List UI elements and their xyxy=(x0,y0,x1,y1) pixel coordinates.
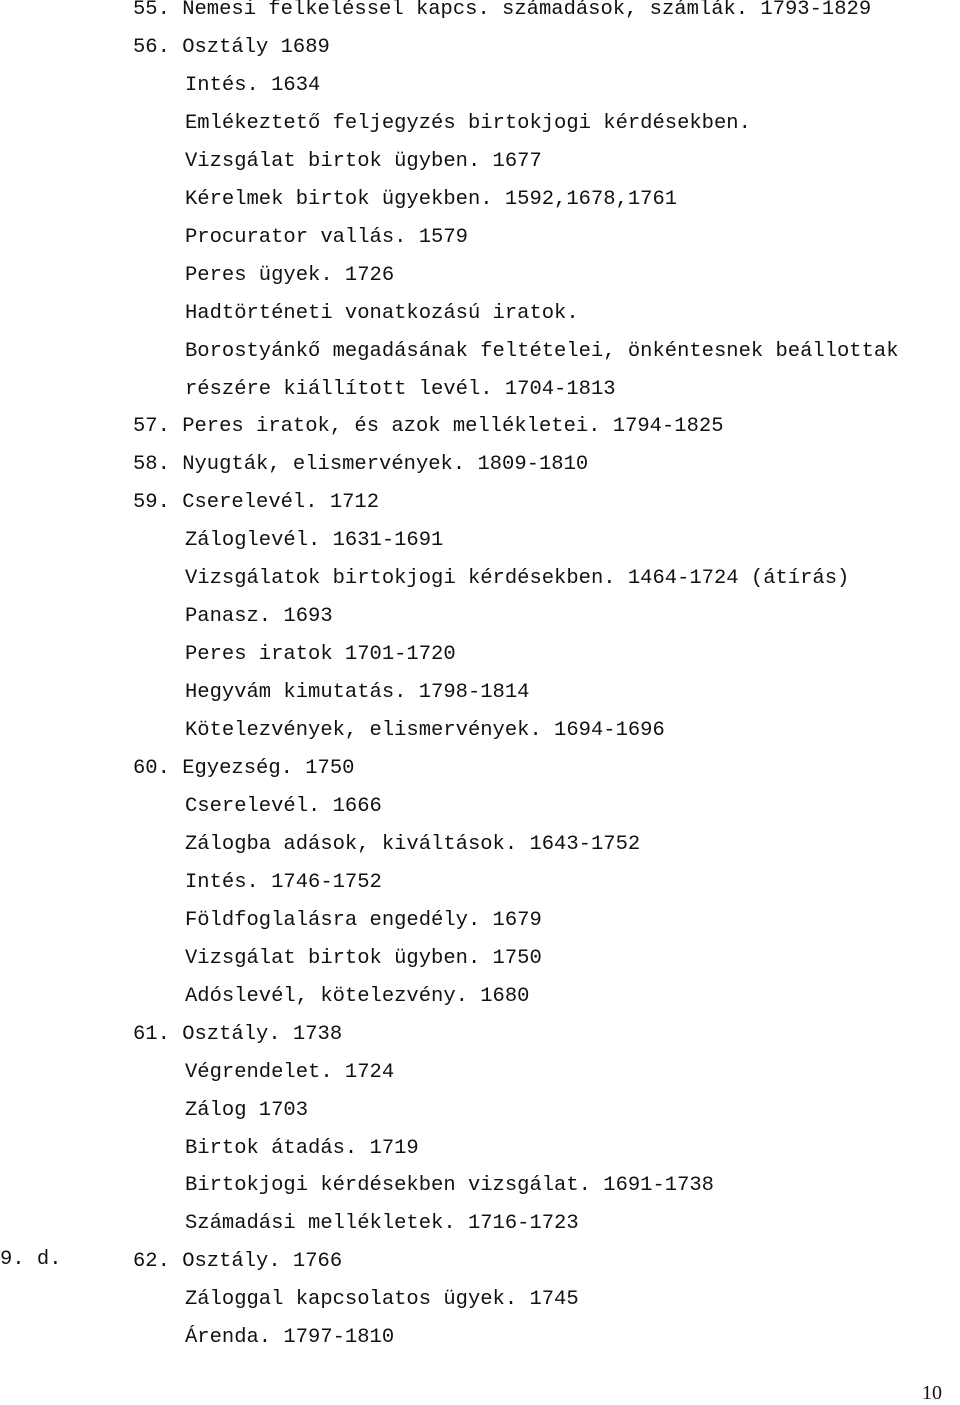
sub-entry: Záloggal kapcsolatos ügyek. 1745 xyxy=(185,1288,579,1311)
sub-entry: Intés. 1746-1752 xyxy=(185,871,382,894)
sub-entry: Hegyvám kimutatás. 1798-1814 xyxy=(185,681,530,704)
sub-entry: Végrendelet. 1724 xyxy=(185,1061,395,1084)
sub-entry: Peres ügyek. 1726 xyxy=(185,264,395,287)
sub-entry: Árenda. 1797-1810 xyxy=(185,1326,395,1349)
sub-entry: Záloglevél. 1631-1691 xyxy=(185,529,444,552)
sub-entry: Emlékeztető feljegyzés birtokjogi kérdésekben. xyxy=(185,112,751,135)
sub-entry: Peres iratok 1701-1720 xyxy=(185,643,456,666)
sub-entry: Cserelevél. 1666 xyxy=(185,795,382,818)
numbered-entry: 62. Osztály. 1766 xyxy=(133,1250,343,1273)
numbered-entry: 59. Cserelevél. 1712 xyxy=(133,491,380,514)
sub-entry: részére kiállított levél. 1704-1813 xyxy=(185,378,616,401)
sub-entry: Számadási mellékletek. 1716-1723 xyxy=(185,1212,579,1235)
sub-entry: Vizsgálat birtok ügyben. 1677 xyxy=(185,150,542,173)
sub-entry: Kérelmek birtok ügyekben. 1592,1678,1761 xyxy=(185,188,678,211)
sub-entry: Adóslevél, kötelezvény. 1680 xyxy=(185,985,530,1008)
sub-entry: Földfoglalásra engedély. 1679 xyxy=(185,909,542,932)
sub-entry: Procurator vallás. 1579 xyxy=(185,226,468,249)
numbered-entry: 58. Nyugták, elismervények. 1809-1810 xyxy=(133,453,589,476)
sub-entry: Zálogba adások, kiváltások. 1643-1752 xyxy=(185,833,641,856)
sub-entry: Intés. 1634 xyxy=(185,74,321,97)
numbered-entry: 56. Osztály 1689 xyxy=(133,36,330,59)
numbered-entry: 55. Nemesi felkeléssel kapcs. számadások, számlák. 1793-1829 xyxy=(133,0,872,21)
numbered-entry: 57. Peres iratok, és azok mellékletei. 1794-1825 xyxy=(133,415,724,438)
sub-entry: Kötelezvények, elismervények. 1694-1696 xyxy=(185,719,665,742)
sub-entry: Panasz. 1693 xyxy=(185,605,333,628)
sub-entry: Vizsgálatok birtokjogi kérdésekben. 1464-1724 (átírás) xyxy=(185,567,850,590)
numbered-entry: 60. Egyezség. 1750 xyxy=(133,757,355,780)
page-number: 10 xyxy=(922,1382,942,1404)
sub-entry: Zálog 1703 xyxy=(185,1099,309,1122)
sub-entry: Birtok átadás. 1719 xyxy=(185,1137,419,1160)
sub-entry: Vizsgálat birtok ügyben. 1750 xyxy=(185,947,542,970)
sub-entry: Hadtörténeti vonatkozású iratok. xyxy=(185,302,579,325)
numbered-entry: 61. Osztály. 1738 xyxy=(133,1023,343,1046)
sub-entry: Borostyánkő megadásának feltételei, önkéntesnek beállottak xyxy=(185,340,899,363)
margin-note: 9. d. xyxy=(0,1248,62,1271)
sub-entry: Birtokjogi kérdésekben vizsgálat. 1691-1738 xyxy=(185,1174,714,1197)
